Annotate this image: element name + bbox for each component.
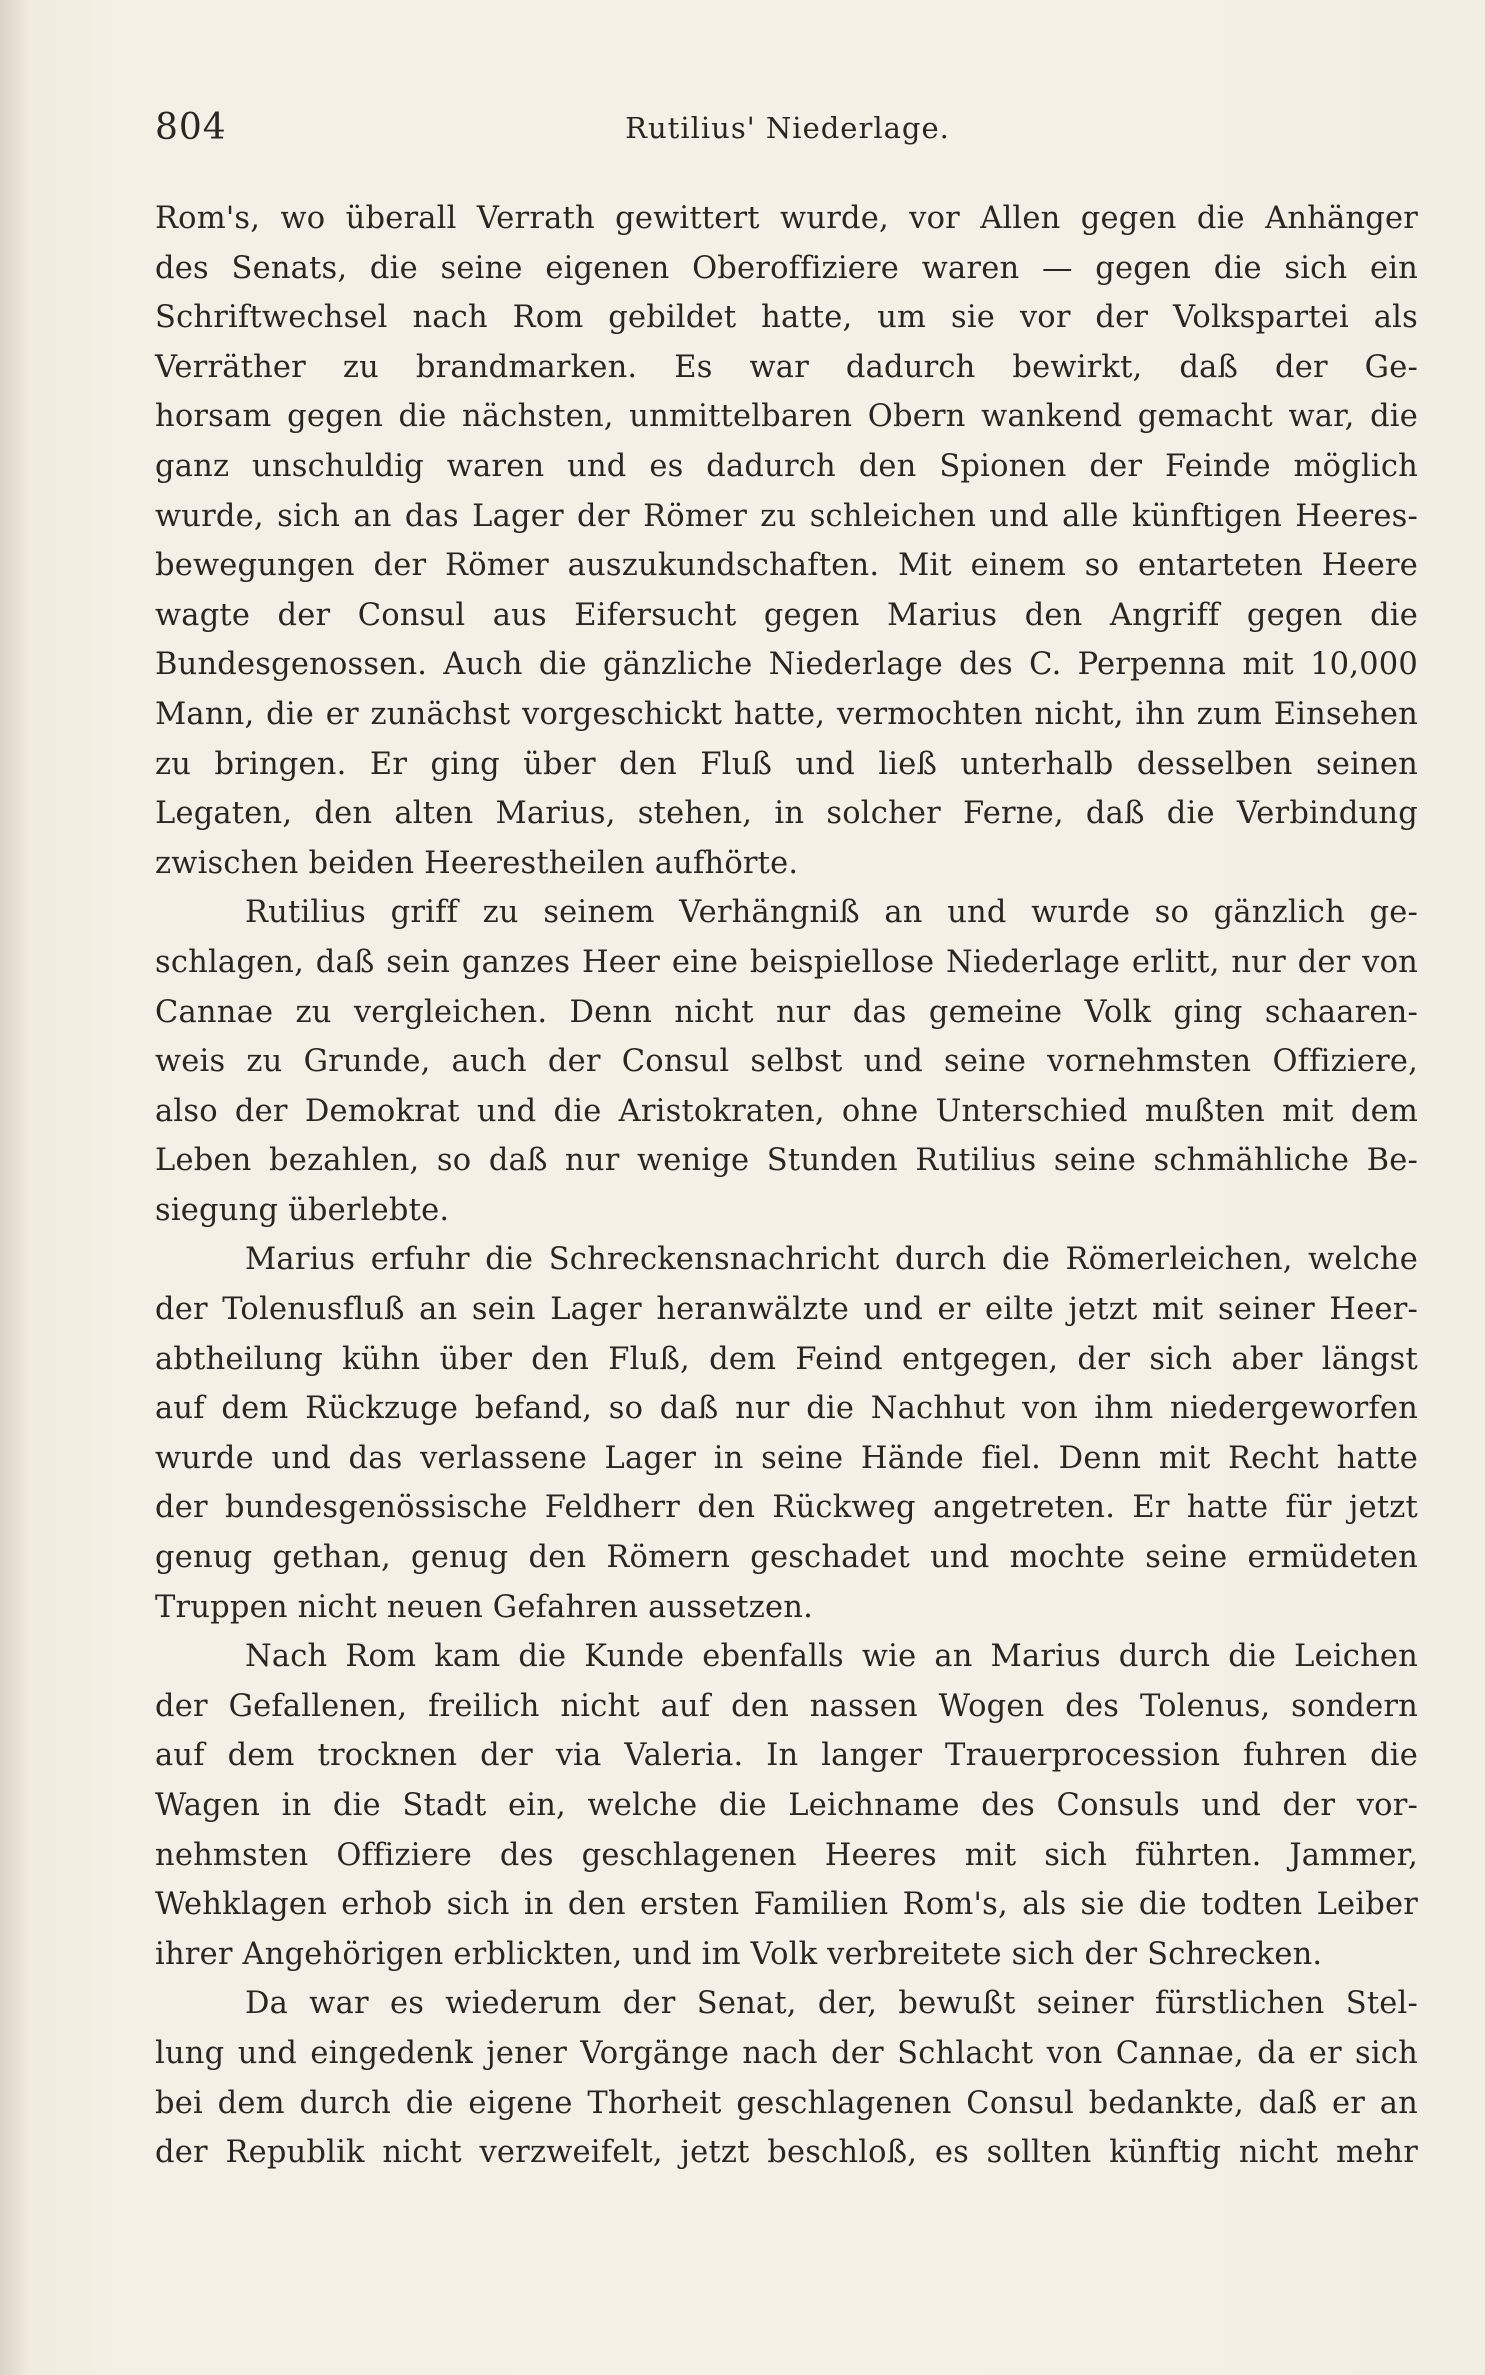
paragraph-end-line: ihrer Angehörigen erblickten, und im Volk verbreitete sich der Schrecken. bbox=[155, 1936, 1323, 1972]
text-line: des Senats, die seine eigenen Oberoffiziere waren — gegen die sich ein bbox=[155, 250, 1418, 286]
text-line: auf dem Rückzuge befand, so daß nur die Nachhut von ihm niedergeworfen bbox=[155, 1391, 1418, 1427]
paragraph-start-line: Marius erfuhr die Schreckensnachricht durch die Römerleichen, welche bbox=[245, 1242, 1418, 1278]
text-line: auf dem trocknen der via Valeria. In langer Trauerprocession fuhren die bbox=[155, 1738, 1418, 1774]
text-line: der Republik nicht verzweifelt, jetzt beschloß, es sollten künftig nicht mehr bbox=[155, 2135, 1418, 2171]
text-line: bei dem durch die eigene Thorheit geschlagenen Consul bedankte, daß er an bbox=[155, 2085, 1418, 2121]
text-line: schlagen, daß sein ganzes Heer eine beispiellose Niederlage erlitt, nur der von bbox=[155, 944, 1418, 980]
text-line: lung und eingedenk jener Vorgänge nach der Schlacht von Cannae, da er sich bbox=[155, 2035, 1418, 2071]
paragraph-end-line: siegung überlebte. bbox=[155, 1192, 450, 1228]
paragraph-end-line: zwischen beiden Heerestheilen aufhörte. bbox=[155, 845, 799, 881]
text-line: Leben bezahlen, so daß nur wenige Stunden Rutilius seine schmähliche Be- bbox=[155, 1143, 1418, 1179]
text-line: Schriftwechsel nach Rom gebildet hatte, um sie vor der Volkspartei als bbox=[155, 300, 1418, 336]
page-header bbox=[155, 108, 1420, 148]
text-line: Cannae zu vergleichen. Denn nicht nur das gemeine Volk ging schaaren- bbox=[155, 994, 1418, 1030]
text-line: der Tolenusfluß an sein Lager heranwälzte und er eilte jetzt mit seiner Heer- bbox=[155, 1292, 1418, 1328]
paragraph-end-line: Truppen nicht neuen Gefahren aussetzen. bbox=[155, 1589, 813, 1625]
text-line: horsam gegen die nächsten, unmittelbaren Obern wankend gemacht war, die bbox=[155, 399, 1418, 435]
text-line: bewegungen der Römer auszukundschaften. Mit einem so entarteten Heere bbox=[155, 548, 1418, 584]
text-line: Wagen in die Stadt ein, welche die Leichname des Consuls und der vor- bbox=[155, 1788, 1418, 1823]
text-line: wagte der Consul aus Eifersucht gegen Marius den Angriff gegen die bbox=[155, 597, 1418, 633]
text-line: Bundesgenossen. Auch die gänzliche Niederlage des C. Perpenna mit 10,000 bbox=[155, 647, 1418, 683]
text-line: der bundesgenössische Feldherr den Rückweg angetreten. Er hatte für jetzt bbox=[155, 1490, 1418, 1526]
text-line: nehmsten Offiziere des geschlagenen Heeres mit sich führten. Jammer, bbox=[155, 1837, 1418, 1873]
text-line: wurde und das verlassene Lager in seine Hände fiel. Denn mit Recht hatte bbox=[155, 1440, 1418, 1476]
text-line: ganz unschuldig waren und es dadurch den Spionen der Feinde möglich bbox=[155, 448, 1418, 484]
paragraph-start-line: Da war es wiederum der Senat, der, bewußt seiner fürstlichen Stel- bbox=[245, 1986, 1418, 2022]
text-line: Verräther zu brandmarken. Es war dadurch bewirkt, daß der Ge- bbox=[155, 349, 1418, 385]
paragraph-start-line: Rutilius griff zu seinem Verhängniß an und wurde so gänzlich ge- bbox=[245, 895, 1418, 931]
page-number: 804 bbox=[155, 107, 227, 148]
text-line: Rom's, wo überall Verrath gewittert wurde, vor Allen gegen die Anhänger bbox=[155, 201, 1418, 236]
text-line: Legaten, den alten Marius, stehen, in solcher Ferne, daß die Verbindung bbox=[155, 796, 1418, 832]
text-line: zu bringen. Er ging über den Fluß und ließ unterhalb desselben seinen bbox=[155, 746, 1418, 782]
text-line: wurde, sich an das Lager der Römer zu schleichen und alle künftigen Heeres- bbox=[155, 498, 1418, 534]
running-head: Rutilius' Niederlage. bbox=[625, 111, 950, 145]
text-line: Mann, die er zunächst vorgeschickt hatte, vermochten nicht, ihn zum Einsehen bbox=[155, 696, 1418, 732]
text-line: abtheilung kühn über den Fluß, dem Feind entgegen, der sich aber längst bbox=[155, 1341, 1418, 1377]
text-line: genug gethan, genug den Römern geschadet und mochte seine ermüdeten bbox=[155, 1540, 1418, 1576]
paragraph-start-line: Nach Rom kam die Kunde ebenfalls wie an Marius durch die Leichen bbox=[245, 1639, 1418, 1675]
text-line: Wehklagen erhob sich in den ersten Familien Rom's, als sie die todten Leiber bbox=[155, 1887, 1418, 1923]
text-line: der Gefallenen, freilich nicht auf den nassen Wogen des Tolenus, sondern bbox=[155, 1688, 1418, 1724]
text-line: also der Demokrat und die Aristokraten, ohne Unterschied mußten mit dem bbox=[155, 1093, 1418, 1129]
body-text bbox=[155, 194, 1418, 2178]
text-line: weis zu Grunde, auch der Consul selbst und seine vornehmsten Offiziere, bbox=[155, 1044, 1418, 1080]
